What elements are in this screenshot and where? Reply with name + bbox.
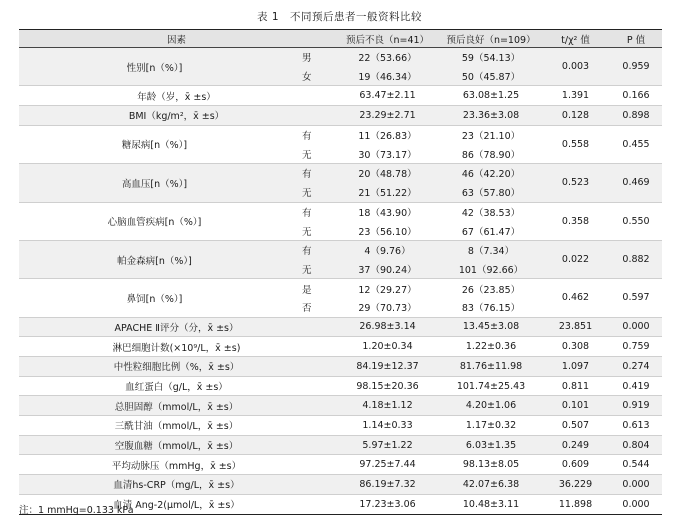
statistic-cell: 0.462	[541, 279, 610, 317]
poor-prognosis-cell: 5.97±1.22	[334, 435, 441, 455]
header-poor-prognosis: 预后不良（n=41）	[334, 30, 441, 48]
factor-cell: 中性粒细胞比例（%，x̄ ±s）	[19, 357, 334, 377]
poor-prognosis-cell: 63.47±2.11	[334, 86, 441, 106]
good-prognosis-cell: 26（23.85）	[441, 279, 541, 298]
p-value-cell: 0.959	[610, 48, 662, 86]
good-prognosis-cell: 42（38.53）	[441, 202, 541, 221]
table-title: 表 1 不同预后患者一般资料比较	[256, 11, 423, 23]
statistic-cell: 0.811	[541, 376, 610, 396]
subgroup-cell: 是	[290, 279, 334, 298]
factor-cell: 三酰甘油（mmol/L，x̄ ±s）	[19, 416, 334, 436]
statistic-cell: 23.851	[541, 317, 610, 337]
p-value-cell: 0.000	[610, 475, 662, 495]
good-prognosis-cell: 86（78.90）	[461, 149, 521, 161]
poor-prognosis-cell: 11（26.83）	[334, 125, 441, 144]
good-prognosis-cell: 63（57.80）	[441, 183, 541, 202]
header-statistic: t/χ² 值	[541, 30, 610, 48]
table-row	[19, 357, 662, 377]
p-value-cell: 0.455	[610, 125, 662, 163]
statistic-cell: 0.128	[541, 106, 610, 126]
statistic-cell: 0.507	[541, 416, 610, 436]
good-prognosis-cell: 8（7.34）	[441, 240, 541, 259]
subgroup-cell: 有	[290, 240, 334, 259]
subgroup-cell: 有	[290, 164, 334, 183]
poor-prognosis-cell: 21（51.22）	[334, 183, 441, 202]
statistic-cell: 0.022	[541, 240, 610, 278]
poor-prognosis-cell: 37（90.24）	[334, 260, 441, 279]
table-row	[19, 86, 662, 106]
good-prognosis-cell: 1.17±0.32	[441, 416, 541, 436]
header-factor: 因素	[19, 30, 334, 48]
factor-cell: 血红蛋白（g/L，x̄ ±s）	[19, 376, 334, 396]
factor-cell: 淋巴细胞计数(×10⁹/L，x̄ ±s)	[19, 337, 334, 357]
statistic-cell: 0.101	[541, 396, 610, 416]
good-prognosis-cell: 23（21.10）	[441, 125, 541, 144]
poor-prognosis-cell: 12（29.27）	[334, 279, 441, 298]
comparison-table	[19, 29, 662, 515]
factor-cell: 平均动脉压（mmHg，x̄ ±s）	[19, 455, 334, 475]
table-row	[19, 48, 662, 67]
header-good-prognosis: 预后良好（n=109）	[441, 30, 541, 48]
factor-cell: 帕金森病[n（%）]	[19, 240, 290, 278]
table-header-row	[19, 30, 662, 48]
table-row	[19, 475, 662, 495]
statistic-cell: 0.249	[541, 435, 610, 455]
poor-prognosis-cell: 30（73.17）	[358, 149, 417, 161]
good-prognosis-cell: 13.45±3.08	[441, 317, 541, 337]
factor-cell: 空腹血糖（mmol/L，x̄ ±s）	[19, 435, 334, 455]
good-prognosis-cell: 59（54.13）	[441, 48, 541, 67]
table-row	[19, 317, 662, 337]
poor-prognosis-cell: 1.20±0.34	[334, 337, 441, 357]
header-p-value: P 值	[610, 30, 662, 48]
good-prognosis-cell: 101（92.66）	[441, 260, 541, 279]
statistic-cell: 11.898	[541, 494, 610, 514]
factor-cell: 血清 Ang-2(μmol/L，x̄ ±s）	[19, 494, 334, 514]
factor-cell: 血清hs-CRP（mg/L，x̄ ±s）	[19, 475, 334, 495]
statistic-cell: 0.358	[541, 202, 610, 240]
poor-prognosis-cell: 98.15±20.36	[334, 376, 441, 396]
table-row	[19, 337, 662, 357]
poor-prognosis-cell: 20（48.78）	[334, 164, 441, 183]
p-value-cell: 0.274	[610, 357, 662, 377]
p-value-cell: 0.898	[610, 106, 662, 126]
poor-prognosis-cell: 97.25±7.44	[334, 455, 441, 475]
p-value-cell: 0.000	[610, 494, 662, 514]
table-body	[19, 48, 662, 515]
table-row	[19, 202, 662, 221]
factor-cell: APACHE Ⅱ评分（分，x̄ ±s）	[19, 317, 334, 337]
good-prognosis-cell: 50（45.87）	[441, 67, 541, 86]
p-value-cell: 0.550	[610, 202, 662, 240]
p-value-cell: 0.469	[610, 164, 662, 202]
poor-prognosis-cell: 4（9.76）	[334, 240, 441, 259]
factor-cell: BMI（kg/m²，x̄ ±s）	[19, 106, 334, 126]
statistic-cell: 1.391	[541, 86, 610, 106]
factor-cell: 总胆固醇（mmol/L，x̄ ±s）	[19, 396, 334, 416]
good-prognosis-cell: 4.20±1.06	[441, 396, 541, 416]
statistic-cell: 1.097	[541, 357, 610, 377]
subgroup-cell: 有	[290, 202, 334, 221]
table-row	[19, 455, 662, 475]
factor-cell: 高血压[n（%）]	[19, 164, 290, 202]
subgroup-cell: 无	[290, 260, 334, 279]
table-row	[19, 164, 662, 183]
factor-cell: 性别[n（%）]	[19, 48, 290, 86]
factor-cell: 心脑血管疾病[n（%）]	[19, 202, 290, 240]
good-prognosis-cell: 81.76±11.98	[441, 357, 541, 377]
subgroup-cell: 无	[302, 226, 312, 238]
poor-prognosis-cell: 17.23±3.06	[334, 494, 441, 514]
good-prognosis-cell: 42.07±6.38	[441, 475, 541, 495]
p-value-cell: 0.000	[610, 317, 662, 337]
p-value-cell: 0.882	[610, 240, 662, 278]
factor-cell: 年龄（岁，x̄ ±s）	[19, 86, 334, 106]
p-value-cell: 0.759	[610, 337, 662, 357]
poor-prognosis-cell: 4.18±1.12	[334, 396, 441, 416]
good-prognosis-cell: 63.08±1.25	[441, 86, 541, 106]
good-prognosis-cell: 101.74±25.43	[441, 376, 541, 396]
table-row	[19, 279, 662, 298]
factor-cell: 糖尿病[n（%）]	[19, 125, 290, 163]
p-value-cell: 0.613	[610, 416, 662, 436]
statistic-cell: 0.609	[541, 455, 610, 475]
good-prognosis-cell: 98.13±8.05	[441, 455, 541, 475]
table-note: 注：1 mmHg=0.133 kPa	[19, 505, 134, 516]
p-value-cell: 0.597	[610, 279, 662, 317]
good-prognosis-cell: 1.22±0.36	[441, 337, 541, 357]
poor-prognosis-cell: 84.19±12.37	[334, 357, 441, 377]
statistic-cell: 0.523	[541, 164, 610, 202]
statistic-cell: 0.003	[541, 48, 610, 86]
poor-prognosis-cell: 23.29±2.71	[334, 106, 441, 126]
statistic-cell: 0.308	[541, 337, 610, 357]
poor-prognosis-cell: 22（53.66）	[334, 48, 441, 67]
subgroup-cell: 无	[302, 149, 312, 161]
subgroup-cell: 女	[290, 67, 334, 86]
poor-prognosis-cell: 1.14±0.33	[334, 416, 441, 436]
statistic-cell: 0.558	[541, 125, 610, 163]
p-value-cell: 0.419	[610, 376, 662, 396]
good-prognosis-cell: 10.48±3.11	[441, 494, 541, 514]
poor-prognosis-cell: 18（43.90）	[334, 202, 441, 221]
factor-cell: 鼻饲[n（%）]	[19, 279, 290, 317]
subgroup-cell: 否	[302, 303, 312, 315]
p-value-cell: 0.919	[610, 396, 662, 416]
poor-prognosis-cell: 29（70.73）	[358, 303, 417, 315]
table-row	[19, 125, 662, 144]
poor-prognosis-cell: 86.19±7.32	[334, 475, 441, 495]
subgroup-cell: 无	[290, 183, 334, 202]
table-row	[19, 376, 662, 396]
p-value-cell: 0.804	[610, 435, 662, 455]
p-value-cell: 0.166	[610, 86, 662, 106]
good-prognosis-cell: 67（61.47）	[461, 226, 521, 238]
poor-prognosis-cell: 26.98±3.14	[334, 317, 441, 337]
statistic-cell: 36.229	[541, 475, 610, 495]
table-row	[19, 396, 662, 416]
table-row	[19, 106, 662, 126]
table-row	[19, 240, 662, 259]
poor-prognosis-cell: 19（46.34）	[334, 67, 441, 86]
good-prognosis-cell: 23.36±3.08	[441, 106, 541, 126]
good-prognosis-cell: 6.03±1.35	[441, 435, 541, 455]
poor-prognosis-cell: 23（56.10）	[358, 226, 417, 238]
table-row	[19, 416, 662, 436]
subgroup-cell: 有	[290, 125, 334, 144]
good-prognosis-cell: 46（42.20）	[441, 164, 541, 183]
subgroup-cell: 男	[290, 48, 334, 67]
table-row	[19, 435, 662, 455]
good-prognosis-cell: 83（76.15）	[461, 303, 521, 315]
p-value-cell: 0.544	[610, 455, 662, 475]
